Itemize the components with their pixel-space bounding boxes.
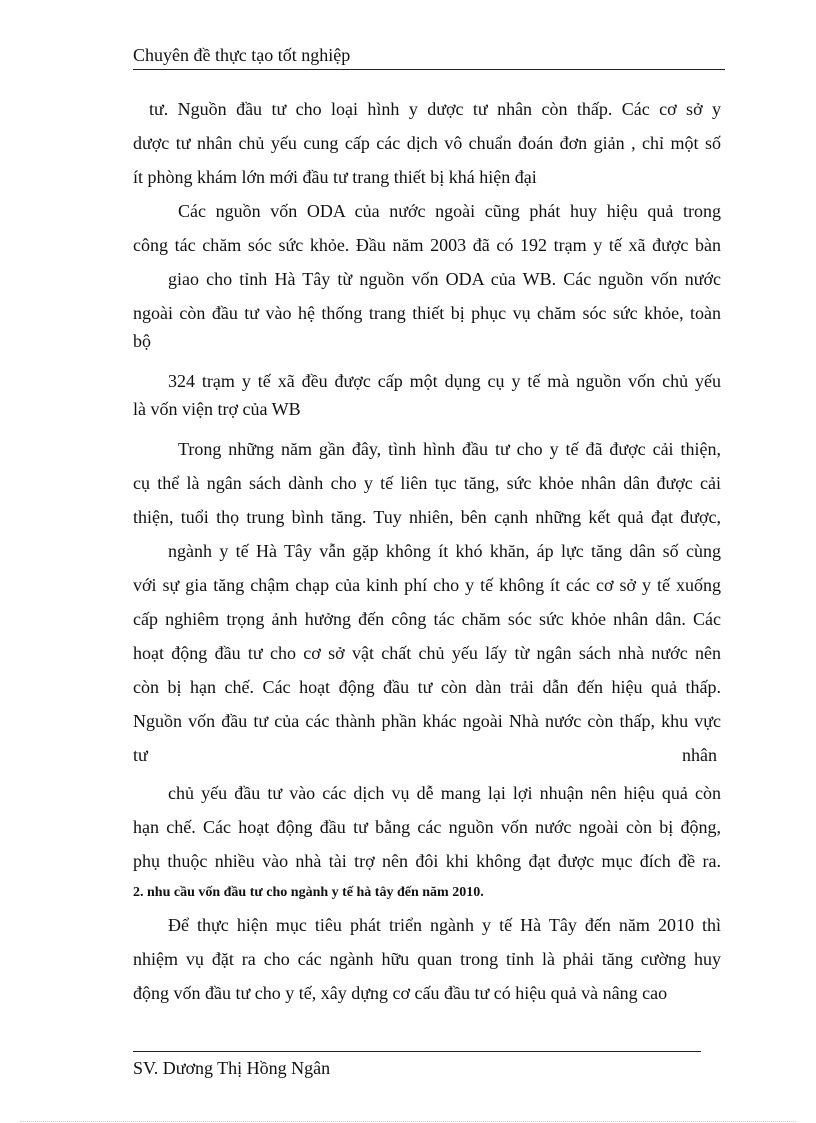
text-line: hoạt động đầu tư cho cơ sở vật chất chủ yếu lấy từ ngân sách nhà nước nên — [133, 643, 721, 663]
document-body — [133, 92, 721, 1010]
header-title: Chuyên đề thực tạo tốt nghiệp — [133, 45, 351, 65]
text-line: giao cho tỉnh Hà Tây từ nguồn vốn ODA của WB. Các nguồn vốn nước — [168, 269, 721, 289]
page-footer — [133, 1057, 330, 1079]
text-line: bộ — [133, 331, 151, 351]
text-line: Trong những năm gần đây, tình hình đầu tư cho y tế đã được cải thiện, — [178, 439, 721, 459]
text-line: chủ yếu đầu tư vào các dịch vụ dễ mang lại lợi nhuận nên hiệu quả còn — [168, 783, 721, 803]
section-heading: 2. nhu cầu vốn đầu tư cho ngành y tế hà tây đến năm 2010. — [133, 885, 484, 900]
text-line: dược tư nhân chủ yếu cung cấp các dịch vô chuẩn đoán đơn giản , chỉ một số — [133, 133, 721, 153]
footer-divider — [133, 1051, 701, 1052]
text-line: tư. Nguồn đầu tư cho loại hình y dược tư nhân còn thấp. Các cơ sở y — [149, 99, 721, 119]
page-edge-divider — [20, 1121, 796, 1122]
text-line: thiện, tuổi thọ trung bình tăng. Tuy nhiên, bên cạnh những kết quả đạt được, — [133, 507, 721, 527]
text-line: tư nhân — [133, 745, 717, 765]
text-line: công tác chăm sóc sức khỏe. Đầu năm 2003 đã có 192 trạm y tế xã được bàn — [133, 235, 721, 255]
text-line: động vốn đầu tư cho y tế, xây dựng cơ cấu đầu tư có hiệu quả và nâng cao — [133, 983, 668, 1003]
text-line: hạn chế. Các hoạt động đầu tư bằng các nguồn vốn nước ngoài còn bị động, — [133, 817, 721, 837]
text-line: ít phòng khám lớn mới đầu tư trang thiết bị khá hiện đại — [133, 167, 537, 187]
text-line: nhiệm vụ đặt ra cho các ngành hữu quan trong tỉnh là phải tăng cường huy — [133, 949, 721, 969]
text-line: Nguồn vốn đầu tư của các thành phần khác ngoài Nhà nước còn thấp, khu vực — [133, 711, 721, 731]
footer-author: SV. Dương Thị Hồng Ngân — [133, 1058, 331, 1078]
text-line: 324 trạm y tế xã đều được cấp một dụng cụ y tế mà nguồn vốn chủ yếu — [168, 371, 721, 391]
text-line: còn bị hạn chế. Các hoạt động đầu tư còn dàn trải dẫn đến hiệu quả thấp. — [133, 677, 721, 697]
text-line: Các nguồn vốn ODA của nước ngoài cũng phát huy hiệu quả trong — [178, 201, 721, 221]
text-line: cấp nghiêm trọng ảnh hưởng đến công tác chăm sóc sức khỏe nhân dân. Các — [133, 609, 721, 629]
text-line: phụ thuộc nhiều vào nhà tài trợ nên đôi khi không đạt được mục đích đề ra. — [133, 851, 721, 871]
text-line: cụ thể là ngân sách dành cho y tế liên tục tăng, sức khỏe nhân dân được cải — [133, 473, 721, 493]
text-line: Để thực hiện mục tiêu phát triển ngành y tế Hà Tây đến năm 2010 thì — [168, 915, 721, 935]
text-line: là vốn viện trợ của WB — [133, 399, 301, 419]
text-line: ngoài còn đầu tư vào hệ thống trang thiết bị phục vụ chăm sóc sức khỏe, toàn — [133, 303, 721, 323]
text-line: ngành y tế Hà Tây vẫn gặp không ít khó khăn, áp lực tăng dân số cùng — [168, 541, 721, 561]
page-header — [133, 44, 725, 70]
text-line: với sự gia tăng chậm chạp của kinh phí cho y tế không ít các cơ sở y tế xuống — [133, 575, 721, 595]
